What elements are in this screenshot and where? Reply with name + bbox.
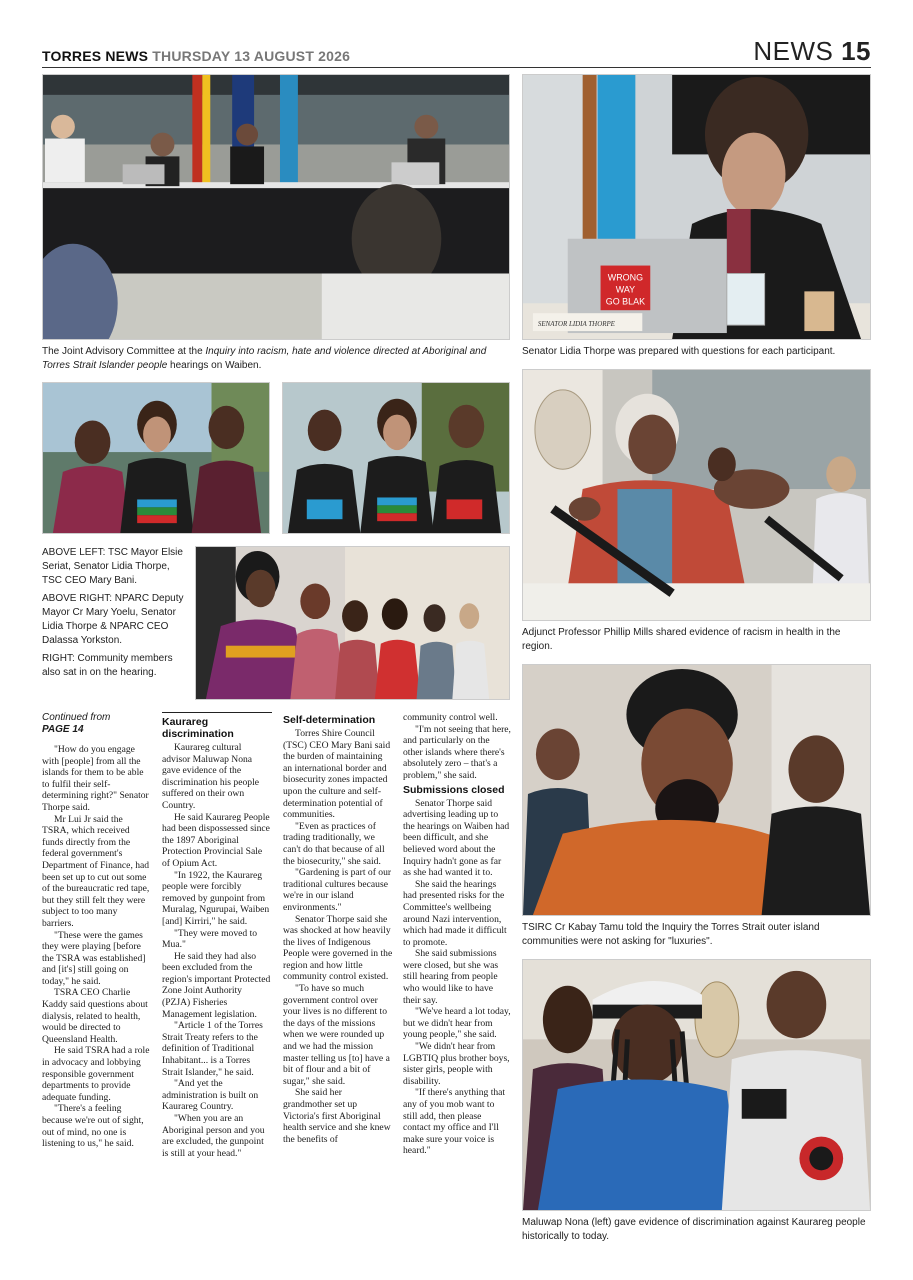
hearing-photo [42, 74, 510, 340]
paragraph: "We didn't hear from LGBTIQ plus brother boys, sister girls, people with disability. [403, 1041, 510, 1087]
hearing-caption: The Joint Advisory Committee at the Inquiry into racism, hate and violence directed at Aboriginal and Torres Strait Islander people hearings on Waiben. [42, 346, 487, 371]
paragraph: He said TSRA had a role in advocacy and lobbying responsible government departments to provide adequate funding. [42, 1045, 150, 1103]
svg-text:WAY: WAY [615, 284, 636, 295]
paragraph: "And yet the administration is built on Kaurareg Country. [162, 1078, 259, 1113]
article-column-1 [42, 712, 150, 1150]
mills-photo [522, 369, 871, 621]
thorpe-photo [522, 74, 871, 340]
nparc-group-photo [282, 382, 510, 534]
thorpe-caption: Senator Lidia Thorpe was prepared with questions for each participant. [522, 346, 836, 357]
paragraph: "They were moved to Mua." [162, 927, 258, 951]
paragraph: Senator Thorpe said she was shocked at how heavily the lives of Indigenous People were governed in the region and how little community control existed. [283, 913, 393, 983]
paragraph: She said the hearings had presented risks for the Committee's wellbeing around Nazi intervention, which had made it difficult to promote. [403, 878, 507, 948]
paragraph: "In 1922, the Kaurareg people were forcibly removed by gunpoint from Muralag, Ngurupai, Waiben [and] Kirriri," he said. [162, 869, 270, 927]
continued-page-link[interactable]: PAGE 14 [42, 724, 84, 735]
paragraph: She said submissions were closed, but she was still hearing from people who would like to have their say. [403, 948, 499, 1006]
paragraph: "Even as practices of trading traditionally, we can't do that because of all the biosecurity," she said. [283, 820, 385, 867]
caption-community: RIGHT: Community members also sat in on the hearing. [42, 653, 173, 678]
subheading-self-determination: Self-determination [283, 714, 376, 726]
paragraph: "How do you engage with [people] from all the islands for them to be able to fulfil their self-determining right?" Senator Thorpe said. [42, 744, 149, 813]
caption-above-left: ABOVE LEFT: TSC Mayor Elsie Seriat, Senator Lidia Thorpe, TSC CEO Mary Bani. [42, 547, 183, 586]
nameplate-text: SENATOR LIDIA THORPE [537, 320, 615, 329]
page-number: 15 [841, 36, 871, 66]
paragraph: "Gardening is part of our traditional cultures because we're in our island environments." [283, 867, 392, 913]
svg-text:GO BLAK: GO BLAK [605, 296, 646, 307]
tamu-caption: TSIRC Cr Kabay Tamu told the Inquiry the Torres Strait outer island communities were not asking for "luxuries". [522, 922, 820, 947]
caption-above-right: ABOVE RIGHT: NPARC Deputy Mayor Cr Mary Yoelu, Senator Lidia Thorpe & NPARC CEO Dalassa Yorkston. [42, 593, 184, 646]
paragraph: He said they had also been excluded from the region's important Protected Zone Joint Authority (PZJA) Fisheries Management legislation. [162, 950, 271, 1020]
paragraph: TSRA CEO Charlie Kaddy said questions about dialysis, related to health, would be directed to Queensland Health. [42, 987, 148, 1045]
subheading-kaurareg: Kaurareg discrimination [162, 716, 234, 740]
paragraph: "These were the games they were playing [before the TSRA was established] and [it's] still going on today," he said. [42, 929, 146, 987]
article-column-3 [283, 712, 393, 1145]
paragraph: "To have so much government control over your lives is no different to the days of the missions when we were rounded up and we had the mission master telling us [to] have a bit of flour and a bit of sugar," she said. [283, 983, 390, 1087]
article-column-2 [162, 712, 272, 1159]
paragraph: "If there's anything that any of you mob want to still add, then please contact my office and I'll make sure your voice is heard." [403, 1087, 506, 1157]
paper-name: TORRES NEWS [42, 48, 149, 64]
mills-caption: Adjunct Professor Phillip Mills shared evidence of racism in health in the region. [522, 627, 841, 652]
paragraph: "I'm not seeing that here, and particularly on the other islands where there's absolutely zero – that's a problem," she said. [403, 723, 511, 781]
paragraph: She said her grandmother set up Victoria's first Aboriginal health service and she knew the benefits of [283, 1087, 391, 1145]
paragraph: "We've heard a lot today, but we didn't hear from young people," she said. [403, 1006, 511, 1041]
tamu-photo [522, 664, 871, 916]
section-label [753, 36, 871, 67]
paragraph: "There's a feeling because we're out of sight, out of mind, no one is listening to us," he said. [42, 1103, 144, 1150]
continued-from [42, 712, 150, 736]
nona-caption: Maluwap Nona (left) gave evidence of discrimination against Kaurareg people historically to today. [522, 1217, 866, 1242]
paragraph: Mr Lui Jr said the TSRA, which received funds directly from the federal government's Department of Finance, had been set up to cut out some of the bureaucratic red tape, but they still felt they were subject to too many barriers. [42, 813, 150, 929]
paragraph: He said Kaurareg People had been dispossessed since the 1897 Aboriginal Protection Provincial Sale of Opium Act. [162, 811, 270, 869]
continued-label: Continued from [42, 712, 111, 723]
subheading-submissions-closed: Submissions closed [403, 783, 505, 796]
paragraph: Kaurareg cultural advisor Maluwap Nona gave evidence of the discrimination his people suffered on their own Country. [162, 742, 259, 811]
paragraph: community control well. [403, 712, 498, 723]
article-column-4 [403, 712, 511, 1157]
masthead [42, 48, 350, 64]
issue-date: THURSDAY 13 AUGUST 2026 [152, 48, 351, 64]
paragraph: Torres Shire Council (TSC) CEO Mary Bani said the burden of maintaining an international border and biosecurity zones impacted upon the culture and self-determination potential of communities. [283, 728, 391, 821]
column-rule [162, 712, 272, 713]
paragraph: "Article 1 of the Torres Strait Treaty refers to the definition of Traditional Inhabitant... is a Torres Strait Islander," he said. [162, 1020, 263, 1078]
paragraph: Senator Thorpe said advertising leading up to the hearings on Waiben had been difficult, and she believed word about the Inquiry hadn't gone as far as she had wanted it to. [403, 797, 510, 879]
nona-photo [522, 959, 871, 1211]
section-name: NEWS [753, 36, 834, 66]
paragraph: "When you are an Aboriginal person and you are excluded, the gunpoint is still at your head." [162, 1113, 265, 1159]
tsc-group-photo [42, 382, 270, 534]
laptop-sign-text: WRONG [607, 272, 644, 283]
group-captions [42, 546, 187, 684]
community-photo [195, 546, 510, 700]
page-header [42, 36, 871, 68]
